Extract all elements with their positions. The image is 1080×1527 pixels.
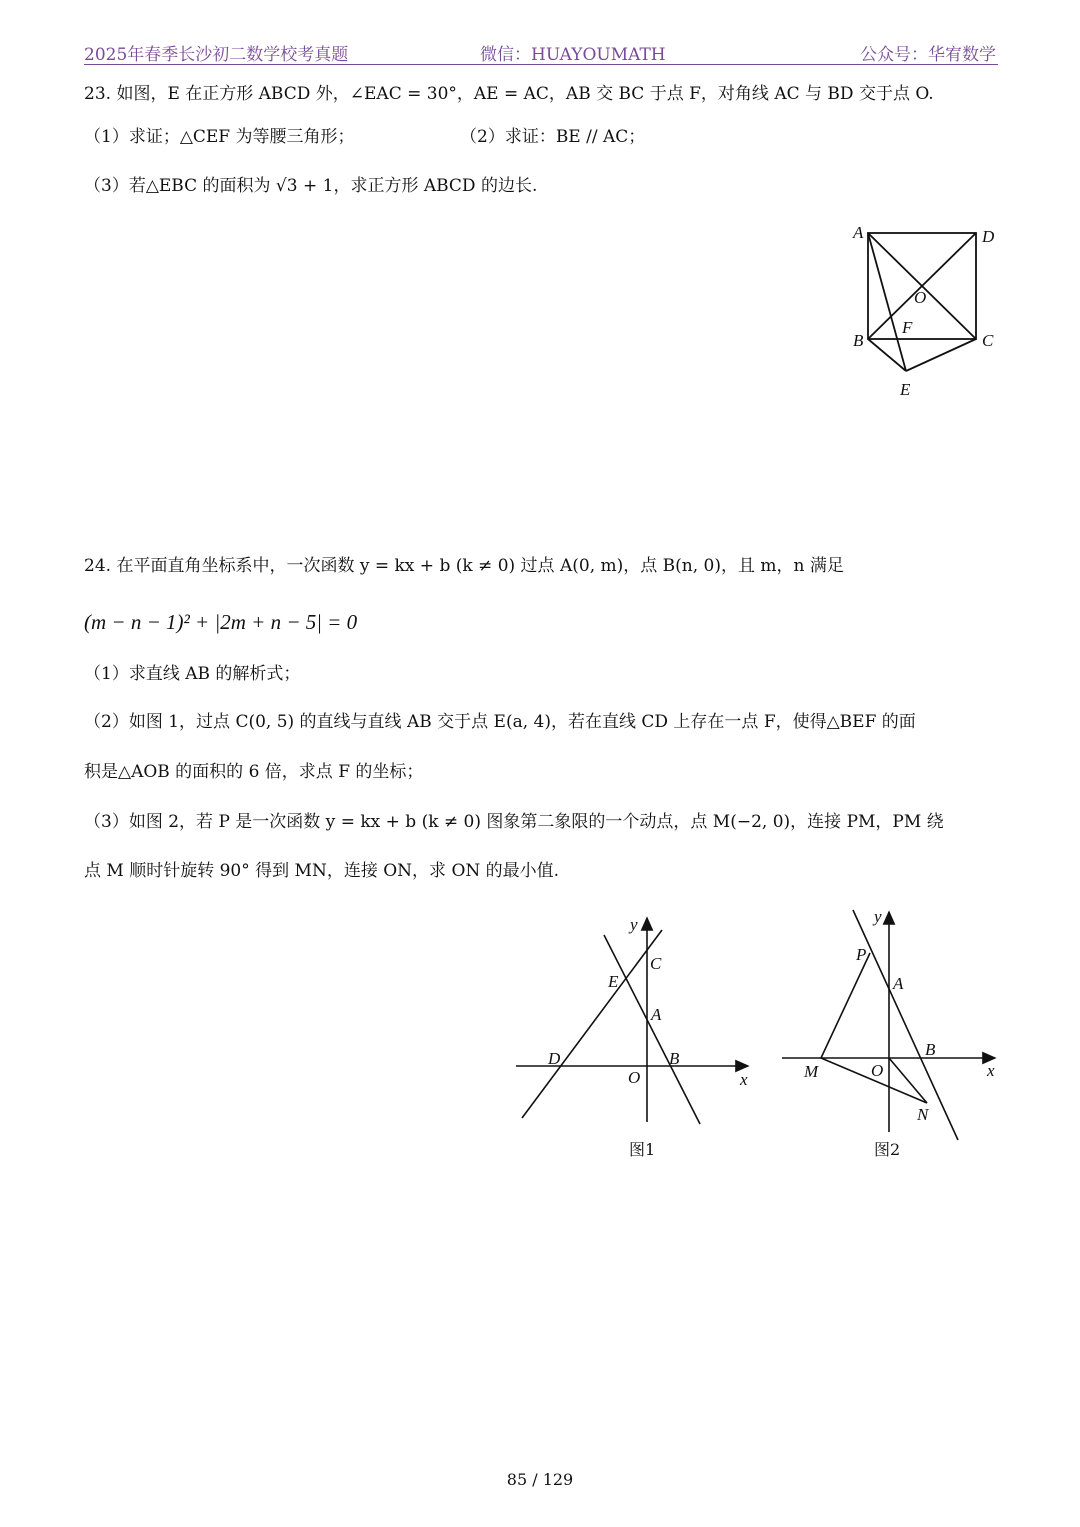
fig23-label-a: A [853,223,864,242]
fig2-segment-pm [821,953,870,1058]
q24-condition: (m − n − 1)² + |2m + n − 5| = 0 [84,610,358,634]
q24-figure-2 [775,900,1010,1165]
segment-ce [906,339,976,371]
fig2-line-ab [853,910,958,1140]
fig1-label-a: A [651,1005,662,1024]
fig1-label-y: y [630,915,638,934]
fig1-label-o: O [628,1068,641,1087]
fig1-label-c: C [650,954,662,973]
fig23-label-o: O [914,288,927,307]
fig2-caption: 图2 [874,1140,901,1159]
header-right: 公众号：华宥数学 [860,45,996,65]
q24-part3-line2: 点 M 顺时针旋转 90° 得到 MN，连接 ON，求 ON 的最小值. [84,861,560,881]
fig2-label-n: N [917,1105,929,1124]
fig2-label-b: B [925,1040,936,1059]
fig23-label-f: F [902,318,913,337]
fig2-label-a: A [893,974,904,993]
fig2-segment-on [889,1058,927,1103]
fig1-line-cd [522,930,662,1118]
q24-part1: （1）求直线 AB 的解析式； [84,664,301,684]
fig23-label-d: D [982,227,995,246]
q24-figure-1 [510,905,770,1165]
header-center: 微信：HUAYOUMATH [480,45,666,65]
fig2-label-p: P [856,945,867,964]
header-left: 2025年春季长沙初二数学校考真题 [84,45,349,65]
fig23-label-e: E [900,380,911,399]
q23-stem: 23. 如图，E 在正方形 ABCD 外，∠EAC = 30°，AE = AC，AB 交 BC 于点 F，对角线 AC 与 BD 交于点 O. [84,84,934,104]
q23-figure [840,215,1010,405]
fig23-label-c: C [982,331,994,350]
q24-stem: 24. 在平面直角坐标系中，一次函数 y = kx + b (k ≠ 0) 过点 A(0, m)，点 B(n, 0)，且 m，n 满足 [84,556,844,576]
q24-part2-line2: 积是△AOB 的面积的 6 倍，求点 F 的坐标； [84,762,424,782]
header-rule [84,64,998,65]
q24-part2-line1: （2）如图 1，过点 C(0, 5) 的直线与直线 AB 交于点 E(a, 4)，若在直线 CD 上存在一点 F，使得△BEF 的面 [84,712,916,732]
fig1-caption: 图1 [629,1140,656,1159]
fig2-label-x: x [987,1061,995,1080]
fig1-label-d: D [548,1049,561,1068]
q24-part3-line1: （3）如图 2，若 P 是一次函数 y = kx + b (k ≠ 0) 图象第二象限的一个动点，点 M(−2, 0)，连接 PM，PM 绕 [84,812,944,832]
segment-ae [868,233,906,371]
q23-part2: （2）求证：BE // AC； [460,127,646,147]
fig1-label-b: B [669,1049,680,1068]
fig1-label-e: E [608,972,619,991]
page-number: 85 / 129 [506,1470,574,1489]
fig2-label-o: O [871,1061,884,1080]
fig2-label-y: y [874,907,882,926]
segment-be [868,339,906,371]
q23-part1: （1）求证；△CEF 为等腰三角形； [84,127,355,147]
fig2-label-m: M [804,1062,819,1081]
fig23-label-b: B [853,331,864,350]
fig1-label-x: x [740,1070,748,1089]
q23-part3: （3）若△EBC 的面积为 √3 + 1，求正方形 ABCD 的边长. [84,176,538,196]
